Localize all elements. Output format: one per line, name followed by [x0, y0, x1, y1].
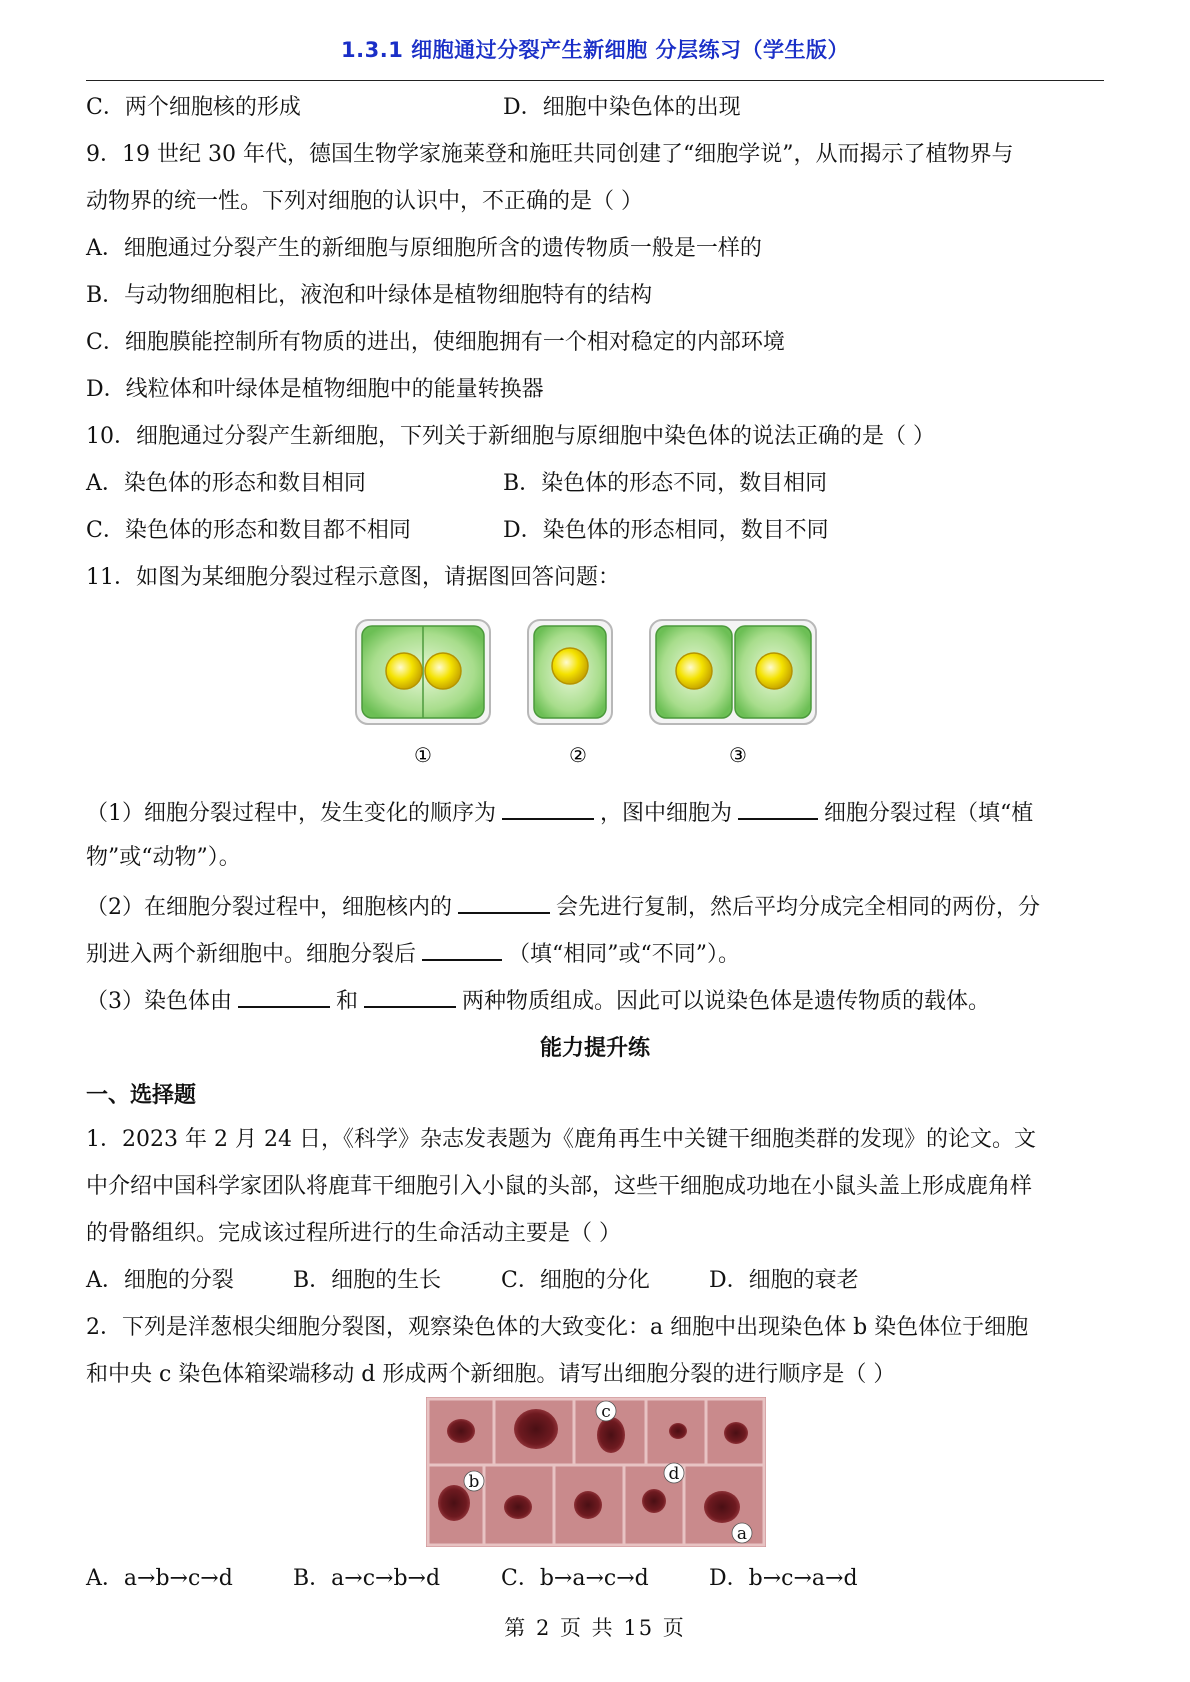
q11-part2-line2 [86, 937, 740, 970]
a2-stem-line2: 和中央 c 染色体箱梁端移动 d 形成两个新细胞。请写出细胞分裂的进行顺序是（ ） [86, 1362, 896, 1387]
q11-part2-line1 [86, 890, 1040, 923]
micrograph-label-c: c [601, 1402, 611, 1422]
q11-part1-text-b: ，图中细胞为 [600, 801, 733, 826]
a1-stem-line3: 的骨骼组织。完成该过程所进行的生命活动主要是（ ） [86, 1221, 621, 1246]
page-footer: 第 2 页 共 15 页 [504, 1616, 686, 1640]
a1-option-a: A．细胞的分裂 [86, 1268, 234, 1293]
cell-division-figure [350, 612, 840, 777]
answer-blank[interactable] [738, 796, 818, 820]
q11-part1-text-c: 细胞分裂过程（填“植 [824, 801, 1034, 826]
q10-option-b: B．染色体的形态不同，数目相同 [503, 471, 828, 496]
a2-stem-line1: 2．下列是洋葱根尖细胞分裂图，观察染色体的大致变化：a 细胞中出现染色体 b 染色体位于细胞 [86, 1315, 1029, 1340]
q11-part3-text-c: 两种物质组成。因此可以说染色体是遗传物质的载体。 [462, 989, 991, 1014]
a2-option-b: B．a→c→b→d [293, 1566, 441, 1591]
q10-option-a: A．染色体的形态和数目相同 [86, 471, 366, 496]
q9-option-b: B．与动物细胞相比，液泡和叶绿体是植物细胞特有的结构 [86, 283, 653, 308]
a1-option-b: B．细胞的生长 [293, 1268, 442, 1293]
cell-stage-1 [356, 620, 490, 724]
micrograph-label-a: a [736, 1524, 748, 1544]
q9-option-d: D．线粒体和叶绿体是植物细胞中的能量转换器 [86, 377, 544, 402]
a2-option-c: C．b→a→c→d [501, 1566, 649, 1591]
answer-blank[interactable] [238, 984, 330, 1008]
answer-blank[interactable] [422, 937, 502, 961]
q9-option-c: C．细胞膜能控制所有物质的进出，使细胞拥有一个相对稳定的内部环境 [86, 330, 785, 355]
a1-option-c: C．细胞的分化 [501, 1268, 650, 1293]
figure-label-2: ② [569, 743, 587, 767]
answer-blank[interactable] [502, 796, 594, 820]
answer-blank[interactable] [364, 984, 456, 1008]
section-title: 能力提升练 [539, 1036, 650, 1061]
a1-stem-line2: 中介绍中国科学家团队将鹿茸干细胞引入小鼠的头部，这些干细胞成功地在小鼠头盖上形成鹿角样 [86, 1174, 1033, 1199]
a2-option-a: A．a→b→c→d [86, 1566, 233, 1591]
q11-part3-text-b: 和 [336, 989, 359, 1014]
q11-part2-text-c: 别进入两个新细胞中。细胞分裂后 [86, 942, 417, 967]
figure-label-3: ③ [729, 743, 747, 767]
q9-option-a: A．细胞通过分裂产生的新细胞与原细胞所含的遗传物质一般是一样的 [86, 236, 762, 261]
q11-stem: 11．如图为某细胞分裂过程示意图，请据图回答问题： [86, 565, 620, 590]
figure-label-1: ① [414, 743, 432, 767]
onion-root-tip-micrograph [426, 1397, 766, 1547]
micrograph-label-d: d [668, 1464, 680, 1484]
page-header-title: 1.3.1 细胞通过分裂产生新细胞 分层练习（学生版） [341, 38, 849, 62]
a2-option-d: D．b→c→a→d [709, 1566, 858, 1591]
q10-option-c: C．染色体的形态和数目都不相同 [86, 518, 411, 543]
q8-option-d: D．细胞中染色体的出现 [503, 95, 741, 120]
a1-stem-line1: 1．2023 年 2 月 24 日，《科学》杂志发表题为《鹿角再生中关键干细胞类群的发现》的论文。文 [86, 1127, 1036, 1152]
header-rule [86, 80, 1104, 81]
q10-option-d: D．染色体的形态相同，数目不同 [503, 518, 829, 543]
section-heading: 一、选择题 [86, 1083, 197, 1108]
q9-stem-line2: 动物界的统一性。下列对细胞的认识中，不正确的是（ ） [86, 189, 643, 214]
q11-part3-line [86, 984, 990, 1017]
q11-part1-line2: 物”或“动物”）。 [86, 845, 241, 870]
micrograph-label-b: b [468, 1472, 480, 1492]
a1-option-d: D．细胞的衰老 [709, 1268, 859, 1293]
q11-part2-text-a: （2）在细胞分裂过程中，细胞核内的 [86, 895, 452, 920]
cell-stage-2 [528, 620, 612, 724]
q11-part2-text-b: 会先进行复制，然后平均分成完全相同的两份，分 [556, 895, 1041, 920]
q11-part1-text-a: （1）细胞分裂过程中，发生变化的顺序为 [86, 801, 496, 826]
q8-option-c: C．两个细胞核的形成 [86, 95, 301, 120]
q9-stem-line1: 9．19 世纪 30 年代，德国生物学家施莱登和施旺共同创建了“细胞学说”，从而揭示了植物界与 [86, 142, 1014, 167]
cell-stage-3 [650, 620, 816, 724]
q10-stem: 10．细胞通过分裂产生新细胞，下列关于新细胞与原细胞中染色体的说法正确的是（ ） [86, 424, 935, 449]
q11-part3-text-a: （3）染色体由 [86, 989, 232, 1014]
q11-part1-line1 [86, 796, 1033, 829]
answer-blank[interactable] [458, 890, 550, 914]
q11-part2-text-d: （填“相同”或“不同”）。 [508, 942, 741, 967]
